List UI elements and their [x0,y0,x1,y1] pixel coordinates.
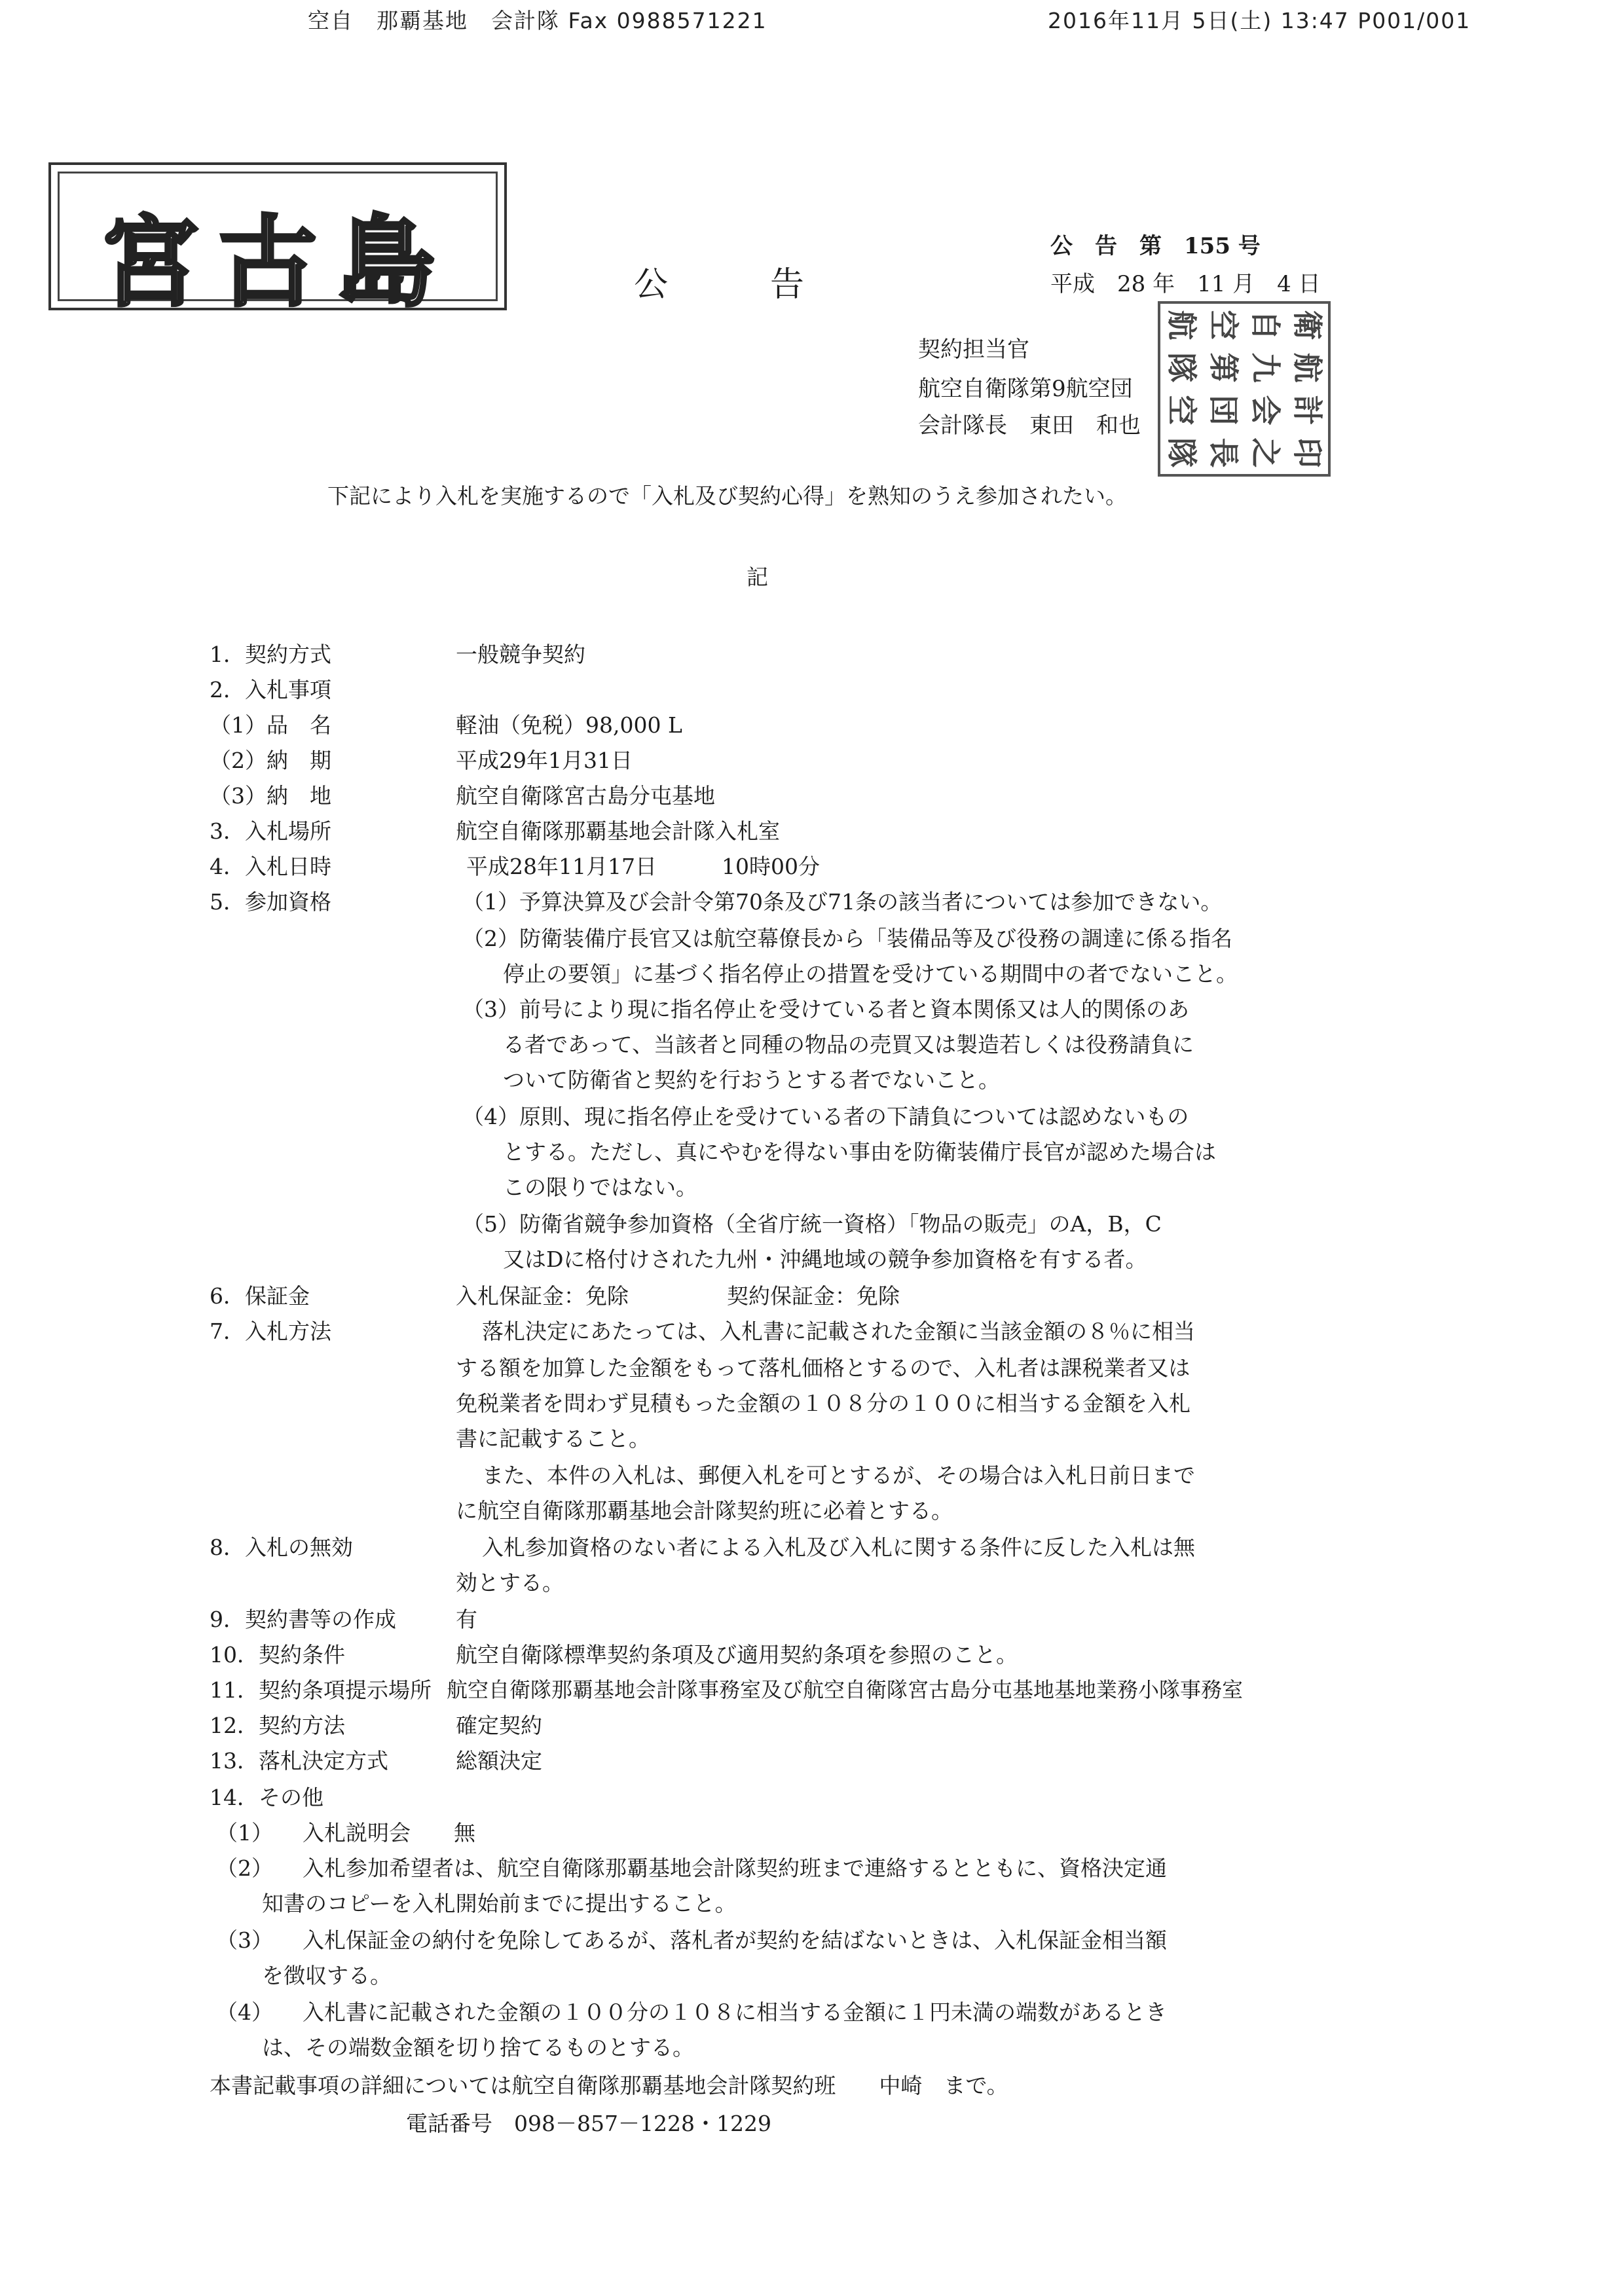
fax-sender: 空自 那覇基地 会計隊 Fax 0988571221 [308,8,767,33]
qualification-line: （4）原則、現に指名停止を受けている者の下請負については認めないもの [462,1104,1189,1129]
qualification-line: （3）前号により現に指名停止を受けている者と資本関係又は人的関係のあ [462,996,1189,1022]
qualification-line: （5）防衛省競争参加資格（全省庁統一資格）「物品の販売」のA，B，C [462,1211,1162,1237]
other-line: 入札参加希望者は、航空自衛隊那覇基地会計隊契約班まで連絡するとともに、資格決定通 [303,1855,1167,1881]
other-line: 入札書に記載された金額の１００分の１０８に相当する金額に１円未満の端数があるとき [303,1999,1167,2025]
qualification-line: ついて防衛省と契約を行おうとする者でないこと。 [503,1067,1000,1093]
seal-char: 長 [1206,437,1242,468]
item-label: 2．入札事項 [210,677,331,702]
item-label: 8．入札の無効 [210,1535,353,1560]
seal-char: 空 [1206,310,1242,340]
item-value: 総額決定 [456,1748,542,1774]
qualification-line: 停止の要領」に基づく指名停止の措置を受けている期間中の者でないこと。 [503,961,1238,987]
item-value: 一般競争契約 [456,642,585,667]
other-line: 知書のコピーを入札開始前までに提出すること。 [262,1891,737,1916]
signature-name: 会計隊長 東田 和也 [918,412,1141,439]
contact-text: 本書記載事項の詳細については航空自衛隊那覇基地会計隊契約班 中崎 まで。 [210,2073,1008,2098]
location-stamp [48,162,507,320]
method-line: 免税業者を問わず見積もった金額の１０８分の１００に相当する金額を入札 [456,1391,1190,1416]
method-line: に航空自衛隊那覇基地会計隊契約班に必着とする。 [456,1498,953,1523]
qualification-line: る者であって、当該者と同種の物品の売買又は製造若しくは役務請負に [503,1032,1194,1057]
official-seal [1158,301,1331,477]
qualification-line: （1）予算決算及び会計令第70条及び71条の該当者については参加できない。 [462,889,1223,915]
item-label: （3）納 地 [210,783,331,809]
intro-text: 下記により入札を実施するので「入札及び契約心得」を熟知のうえ参加されたい。 [327,483,1127,509]
seal-char: 衛 [1289,310,1325,340]
method-line: 落札決定にあたっては、入札書に記載された金額に当該金額の８％に相当 [482,1319,1195,1344]
seal-char: 九 [1247,352,1283,383]
item-label: （1）品 名 [210,712,331,738]
contract-deposit: 契約保証金：免除 [727,1283,900,1309]
notice-date: 平成 28 年 11 月 4 日 [1050,271,1321,297]
seal-char: 之 [1247,437,1283,468]
item-label: 6．保証金 [210,1283,310,1309]
signature-org: 航空自衛隊第9航空団 [918,376,1133,402]
other-num: （2） [216,1855,273,1881]
other-line: を徴収する。 [262,1963,392,1988]
bid-deposit: 入札保証金：免除 [456,1283,629,1309]
item-value: 平成29年1月31日 [456,748,633,773]
item-value: 有 [456,1607,477,1632]
other-line: は、その端数金額を切り捨てるものとする。 [262,2035,694,2060]
item-value: 航空自衛隊標準契約条項及び適用契約条項を参照のこと。 [456,1642,1018,1667]
seal-char: 印 [1289,437,1325,468]
item-label: 10．契約条件 [210,1642,345,1667]
seal-char: 団 [1206,395,1242,426]
item-value: 航空自衛隊那覇基地会計隊入札室 [456,818,780,844]
seal-char: 航 [1164,310,1200,340]
fax-datetime: 2016年11月 5日(土) 13:47 P001/001 [1048,8,1471,33]
item-value: 軽油（免税）98,000 L [456,712,682,738]
qualification-line: とする。ただし、真にやむを得ない事由を防衛装備庁長官が認めた場合は [503,1139,1216,1165]
qualification-line: この限りではない。 [503,1175,697,1200]
seal-char: 空 [1164,395,1200,426]
seal-char: 航 [1289,352,1325,383]
signature-title: 契約担当官 [918,337,1029,363]
seal-char: 自 [1247,310,1283,340]
item-label: 13．落札決定方式 [210,1748,388,1774]
seal-char: 会 [1247,395,1283,426]
item-label: 11．契約条項提示場所 [210,1677,432,1703]
page-title: 公 告 [634,265,805,304]
item-label: 3．入札場所 [210,818,331,844]
method-line: する額を加算した金額をもって落札価格とするので、入札者は課税業者又は [456,1355,1190,1381]
item-value: 航空自衛隊宮古島分屯基地 [456,783,715,809]
item-label: 14．その他 [210,1785,323,1810]
phone-number: 電話番号 098－857－1228・1229 [406,2111,771,2136]
invalid-line: 入札参加資格のない者による入札及び入札に関する条件に反した入札は無 [482,1535,1195,1560]
method-line: 書に記載すること。 [456,1426,650,1451]
item-label: （2）納 期 [210,748,331,773]
qualification-line: （2）防衛装備庁長官又は航空幕僚長から「装備品等及び役務の調達に係る指名 [462,926,1232,951]
seal-char: 隊 [1164,437,1200,468]
other-num: （3） [216,1927,273,1953]
other-line: 入札保証金の納付を免除してあるが、落札者が契約を結ばないときは、入札保証金相当額 [303,1927,1167,1953]
other-num: （4） [216,1999,273,2025]
qualification-line: 又はDに格付けされた九州・沖縄地域の競争参加資格を有する者。 [503,1247,1147,1272]
item-label: 12．契約方法 [210,1713,345,1738]
item-label: 1．契約方式 [210,642,331,667]
item-label: 7．入札方法 [210,1319,331,1344]
item-label: 4．入札日時 [210,854,331,879]
item-label: 9．契約書等の作成 [210,1607,396,1632]
stamp-text: 宮古島 [100,206,454,320]
other-num: （1） [216,1820,273,1846]
item-value: 確定契約 [456,1713,542,1738]
seal-char: 第 [1206,352,1242,383]
seal-char: 隊 [1164,352,1200,383]
other-line: 入札説明会 無 [303,1820,475,1846]
invalid-line: 効とする。 [456,1570,564,1595]
method-line: また、本件の入札は、郵便入札を可とするが、その場合は入札日前日まで [482,1463,1195,1488]
item-value: 平成28年11月17日 10時00分 [466,854,820,879]
seal-char: 計 [1289,395,1325,426]
item-value: 航空自衛隊那覇基地会計隊事務室及び航空自衛隊宮古島分屯基地基地業務小隊事務室 [447,1677,1244,1702]
item-label: 5．参加資格 [210,889,331,915]
notice-number: 公 告 第 155 号 [1050,233,1261,259]
ki-heading: 記 [747,564,768,590]
